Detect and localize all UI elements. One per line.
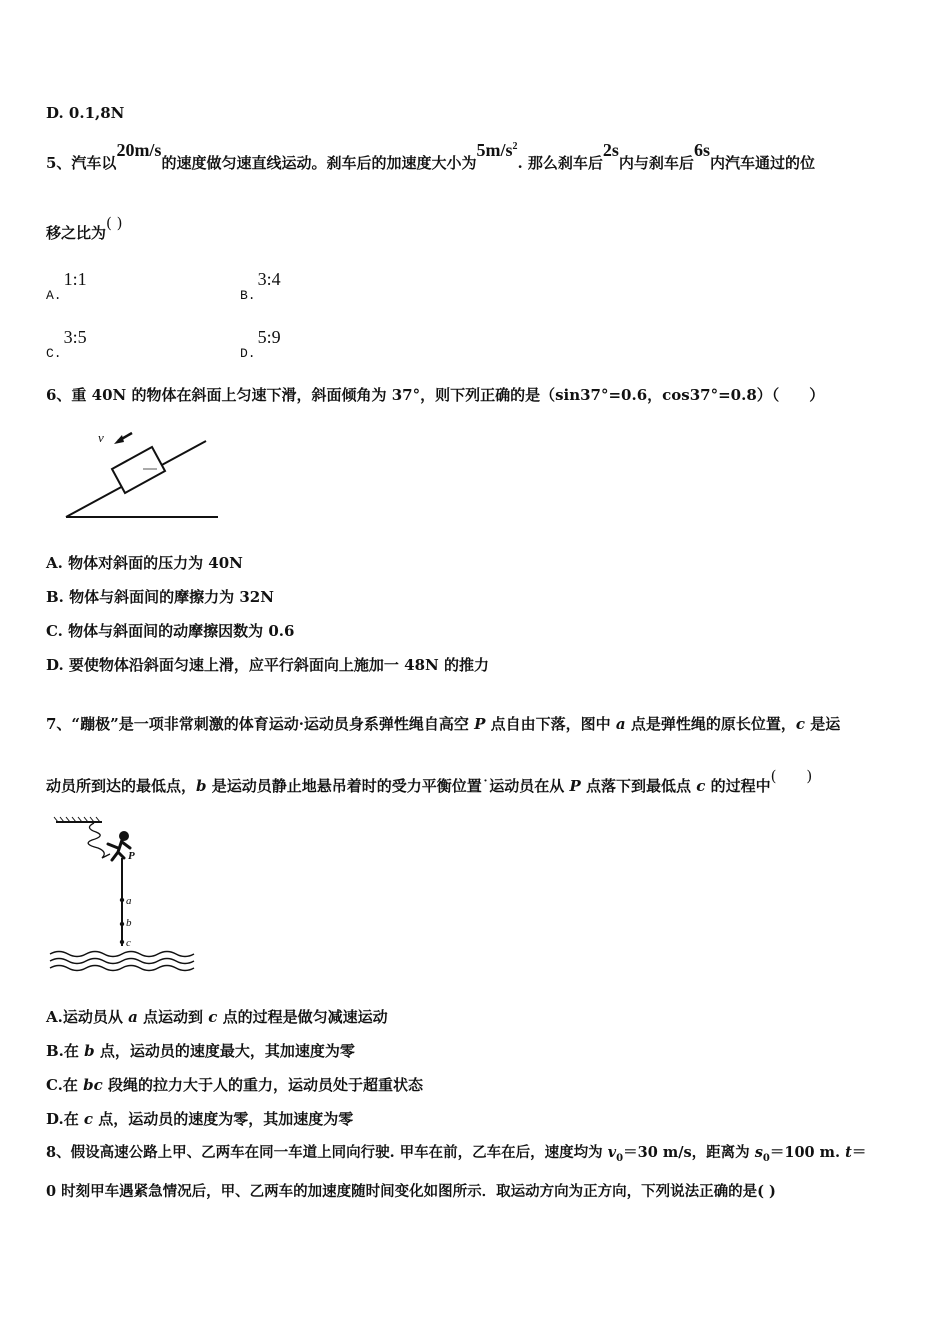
q7-fig-label-b: b: [126, 917, 132, 929]
q5-option-b: B.3:4: [240, 269, 281, 303]
q7-fig-label-a: a: [126, 895, 132, 907]
q6-stem: 6、重 40N 的物体在斜面上匀速下滑，斜面倾角为 37°，则下列正确的是（sin37°=0.6，cos37°=0.8）（ ）: [46, 386, 825, 404]
q6-option-c: C. 物体与斜面间的动摩擦因数为 0.6: [46, 622, 295, 640]
q7-stem-line2: 动员所到达的最低点，b 是运动员静止地悬吊着时的受力平衡位置˙运动员在从 P 点落下到最低点 c 的过程中( ): [46, 767, 813, 795]
q5-text: 内汽车通过的位: [709, 154, 815, 172]
q7-option-d: D.在 c 点，运动员的速度为零，其加速度为零: [46, 1110, 354, 1128]
q8-stem-line1: 8、假设高速公路上甲、乙两车在同一车道上同向行驶. 甲车在前，乙车在后，速度均为 $v_0=30$ m/s，距离为 $s_0=100$ m. t＝: [46, 1144, 867, 1164]
q6-option-d: D. 要使物体沿斜面匀速上滑，应平行斜面向上施加一 48N 的推力: [46, 656, 489, 674]
q5-option-c: C.3:5: [46, 327, 87, 361]
q6-incline-figure: [60, 425, 225, 523]
q5-t2: 6s: [693, 140, 710, 160]
q5-answer-paren: ( ): [106, 214, 123, 232]
q5-accel: $5m/s^2$: [476, 140, 518, 160]
q8-stem-line2: 0 时刻甲车遇紧急情况后，甲、乙两车的加速度随时间变化如图所示．取运动方向为正方向，下列说法正确的是( ): [46, 1183, 776, 1200]
q5-text: . 那么刹车后: [517, 154, 603, 172]
q6-option-a: A. 物体对斜面的压力为 40N: [46, 554, 243, 572]
q5-text: 内与刹车后: [618, 154, 694, 172]
q5-t1: 2s: [602, 140, 619, 160]
q7-option-b: B.在 b 点，运动员的速度最大，其加速度为零: [46, 1042, 355, 1060]
q7-fig-label-p: P: [128, 850, 135, 862]
q7-answer-paren: ( ): [770, 767, 813, 785]
q7-fig-label-c: c: [126, 937, 131, 949]
q7-option-a: A.运动员从 a 点运动到 c 点的过程是做匀减速运动: [46, 1008, 388, 1026]
q5-stem-line1: [46, 140, 815, 173]
q4-option-d: D. 0.1,8N: [46, 104, 125, 122]
q5-text: 的速度做匀速直线运动。刹车后的加速度大小为: [161, 154, 477, 172]
q5-option-d: D.5:9: [240, 327, 281, 361]
q7-stem-line1: 7、“蹦极”是一项非常刺激的体育运动·运动员身系弹性绳自高空 P 点自由下落，图中 a 点是弹性绳的原长位置，c 是运: [46, 715, 841, 733]
q5-text: 5、汽车以: [46, 154, 117, 172]
q5-speed: 20m/s: [116, 140, 162, 160]
q7-bungee-figure: [44, 814, 200, 974]
q5-option-a: A.1:1: [46, 269, 87, 303]
q6-velocity-label: v: [98, 430, 104, 445]
q6-option-b: B. 物体与斜面间的摩擦力为 32N: [46, 588, 274, 606]
q5-stem-line2: 移之比为( ): [46, 214, 123, 242]
q7-option-c: C.在 bc 段绳的拉力大于人的重力，运动员处于超重状态: [46, 1076, 423, 1094]
